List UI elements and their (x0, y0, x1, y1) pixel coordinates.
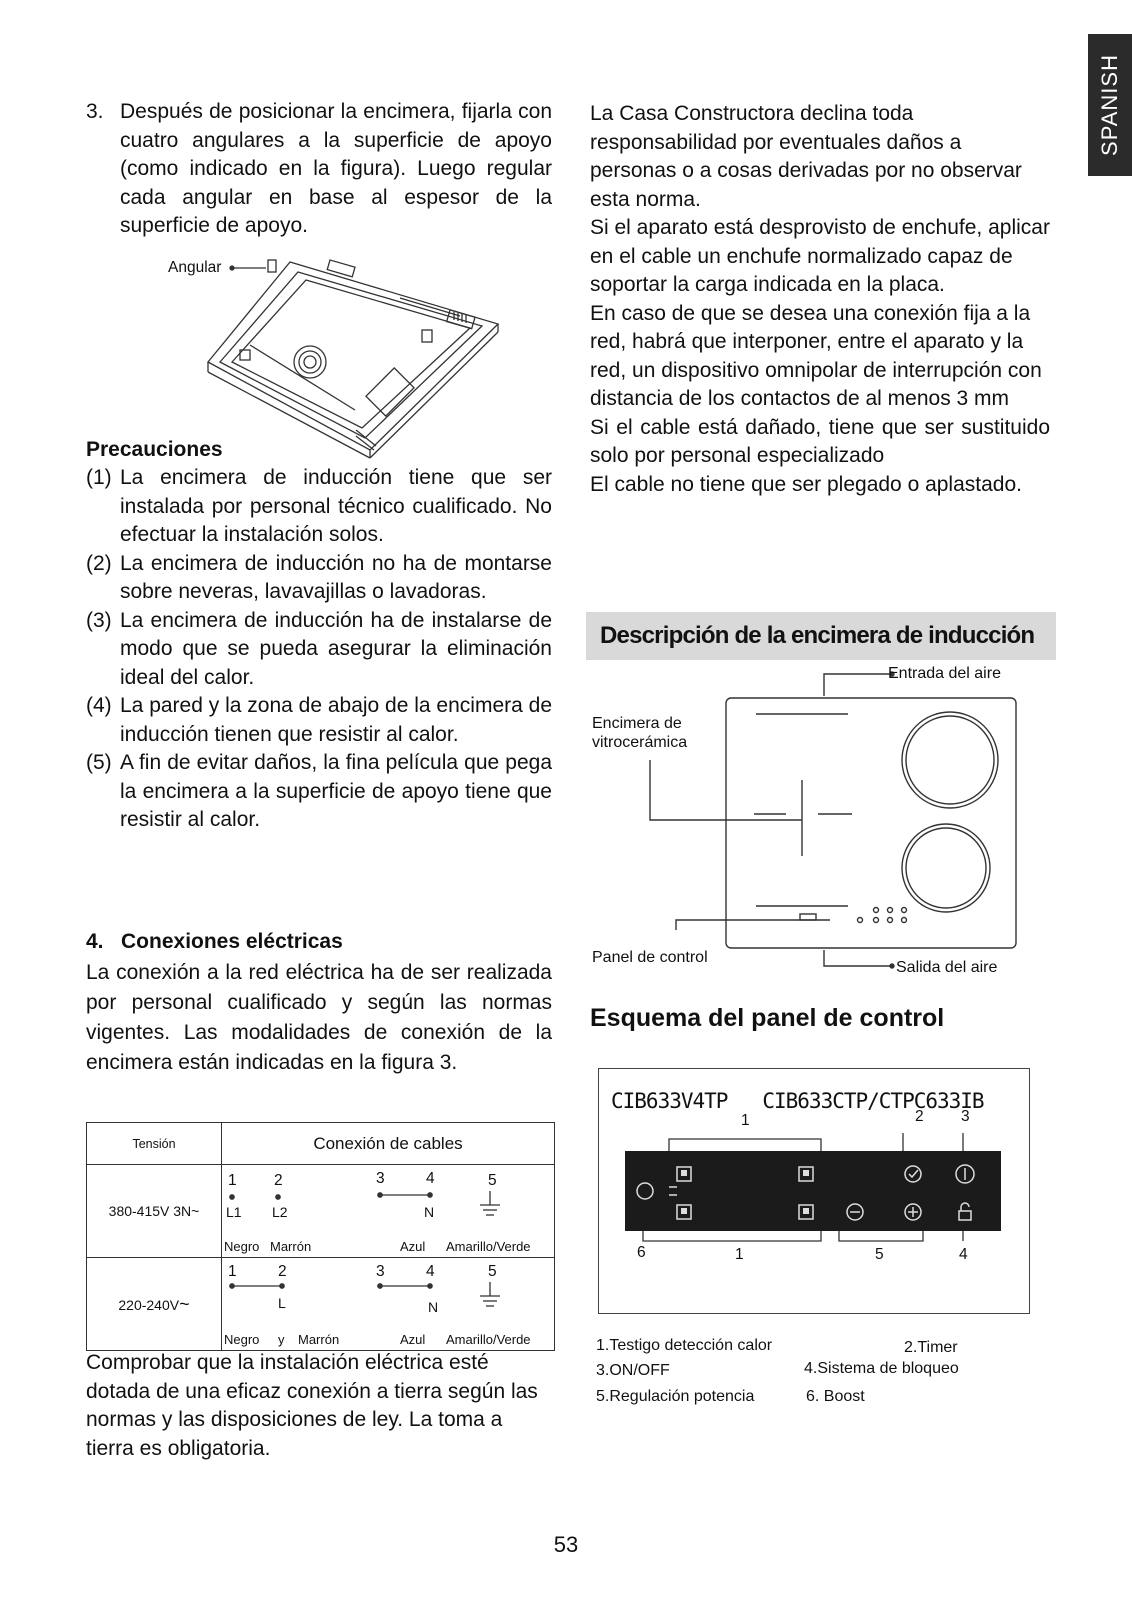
terminal-label: N (428, 1299, 439, 1315)
terminal-number: 1 (228, 1172, 237, 1189)
table-header-voltage: Tensión (87, 1123, 222, 1165)
precaution-number: (1) (86, 466, 112, 489)
wire-color: Marrón (298, 1332, 340, 1347)
paragraph: Si el aparato está desprovisto de enchufe, aplicar en el cable un enchufe normalizado capaz de soportar la carga indicada en la placa. (590, 216, 1050, 296)
legend-item: 5.Regulación potencia (596, 1388, 755, 1405)
connection-table (86, 1122, 555, 1351)
hob-top-view (590, 660, 1050, 990)
wire-color: y (278, 1332, 285, 1347)
precaution-number: (2) (86, 551, 112, 575)
voltage-text: 220-240V (118, 1296, 180, 1313)
page-number: 53 (553, 1532, 579, 1557)
voltage-cell (87, 1258, 222, 1351)
precaution-text: La encimera de inducción ha de instalarse de modo que se pueda asegurar la eliminación ideal del calor. (120, 608, 552, 689)
right-column (590, 100, 1050, 499)
terminal-number: 2 (274, 1172, 283, 1189)
terminal-label: L (278, 1295, 286, 1311)
step-number: 3. (86, 100, 104, 123)
left-column (86, 98, 552, 241)
model-names: CIB633V4TP CIB633CTP/CTPC633IB (611, 1089, 984, 1113)
terminal-number: 3 (376, 1263, 385, 1280)
terminal-number: 2 (278, 1263, 287, 1280)
terminal-label: N (424, 1204, 435, 1220)
precaution-text: La encimera de inducción no ha de montarse sobre neveras, lavavajillas o lavadoras. (120, 551, 552, 603)
wire-color: Azul (400, 1239, 426, 1254)
precaution-text: La encimera de inducción tiene que ser instalada por personal técnico cualificado. No efectuar la instalación solos. (120, 466, 552, 546)
callout-number: 4 (959, 1246, 968, 1263)
control-panel-title: Esquema del panel de control (590, 1004, 945, 1032)
description-title: Descripción de la encimera de inducción (586, 612, 1056, 660)
air-out-label: Salida del aire (896, 959, 998, 976)
terminal-number: 5 (488, 1263, 497, 1280)
paragraph: En caso de que se desea una conexión fija a la red, habrá que interponer, entre el aparato y la red, un dispositivo omnipolar de interrupción con distancia de los contactos de al menos 3 mm (590, 301, 1042, 410)
control-panel-label: Panel de control (592, 949, 708, 966)
electrical-intro: La conexión a la red eléctrica ha de ser realizada por personal cualificado y según las normas vigentes. Las modalidades de conexión de la encimera están indicadas en la figura 3. (86, 961, 552, 1074)
callout-number: 1 (741, 1112, 750, 1129)
control-panel-diagram (598, 1068, 1030, 1314)
precaution-item (86, 550, 552, 607)
legend-item: 4.Sistema de bloqueo (804, 1360, 959, 1377)
terminal-number: 5 (488, 1172, 497, 1189)
wire-color: Negro (224, 1332, 260, 1347)
precaution-item (86, 464, 552, 550)
terminal-label: L2 (272, 1204, 288, 1220)
step-text: Después de posicionar la encimera, fijarla con cuatro angulares a la superficie de apoyo (como indicado en la figura). Luego regular cada angular en base al espesor de la superficie de apoyo. (120, 100, 552, 237)
precaution-number: (4) (86, 694, 112, 717)
electrical-title: 4. Conexiones eléctricas (86, 930, 343, 953)
callout-number: 5 (875, 1246, 884, 1263)
wire-color: Amarillo/Verde (446, 1332, 531, 1347)
terminal-number: 4 (426, 1170, 435, 1187)
callout-number: 2 (915, 1108, 924, 1125)
wire-color: Marrón (270, 1239, 312, 1254)
legend-item: 2.Timer (904, 1339, 958, 1356)
language-tab (1088, 34, 1132, 176)
angular-label: Angular (168, 259, 222, 276)
precaution-text: A fin de evitar daños, la fina película que pega la encimera a la superficie de apoyo tiene que resistir al calor. (120, 751, 552, 831)
wire-color: Negro (224, 1239, 260, 1254)
legend-item: 3.ON/OFF (596, 1362, 670, 1379)
grounding-note: Comprobar que la instalación eléctrica esté dotada de una eficaz conexión a tierra según las normas y las disposiciones de ley. La toma a tierra es obligatoria. (86, 1351, 538, 1460)
paragraph: Si el cable está dañado, tiene que ser sustituido solo por personal especializado (590, 415, 1050, 467)
precautions-title: Precauciones (86, 438, 223, 461)
air-in-label: Entrada del aire (888, 665, 1001, 682)
terminal-number: 4 (426, 1263, 435, 1280)
terminal-number: 1 (228, 1263, 237, 1280)
paragraph: El cable no tiene que ser plegado o aplastado. (590, 472, 1022, 496)
wiring-cell-1phase (222, 1258, 555, 1351)
precaution-item (86, 607, 552, 693)
callout-number: 1 (735, 1246, 744, 1263)
hob-description-diagram (590, 660, 1050, 990)
callout-number: 3 (961, 1108, 970, 1125)
callout-number: 6 (637, 1244, 646, 1261)
control-panel-drawing (599, 1069, 1031, 1315)
voltage-tilde: ~ (179, 1293, 190, 1314)
step-3 (86, 98, 552, 241)
legend-item: 6. Boost (806, 1388, 865, 1405)
table-header-cables: Conexión de cables (222, 1123, 555, 1165)
precaution-item (86, 692, 552, 749)
hob-installation-drawing (160, 250, 520, 460)
wire-color: Azul (400, 1332, 426, 1347)
precaution-number: (3) (86, 608, 112, 632)
voltage-cell: 380-415V 3N~ (87, 1165, 222, 1258)
glass-label: Encimera de vitrocerámica (592, 715, 688, 751)
precaution-item (86, 749, 552, 835)
language-label: SPANISH (1097, 54, 1122, 156)
precaution-number: (5) (86, 751, 112, 774)
angular-figure (160, 250, 520, 460)
terminal-label: L1 (226, 1204, 242, 1220)
terminal-number: 3 (376, 1170, 385, 1187)
electrical-section (86, 928, 552, 1078)
precaution-text: La pared y la zona de abajo de la encimera de inducción tienen que resistir al calor. (120, 694, 552, 746)
paragraph: La Casa Constructora declina toda responsabilidad por eventuales daños a personas o a cosas derivadas por no observar esta norma. (590, 102, 1022, 211)
wiring-cell-3phase (222, 1165, 555, 1258)
wire-color: Amarillo/Verde (446, 1239, 531, 1254)
precautions-section (86, 436, 552, 835)
legend-item: 1.Testigo detección calor (596, 1337, 773, 1354)
